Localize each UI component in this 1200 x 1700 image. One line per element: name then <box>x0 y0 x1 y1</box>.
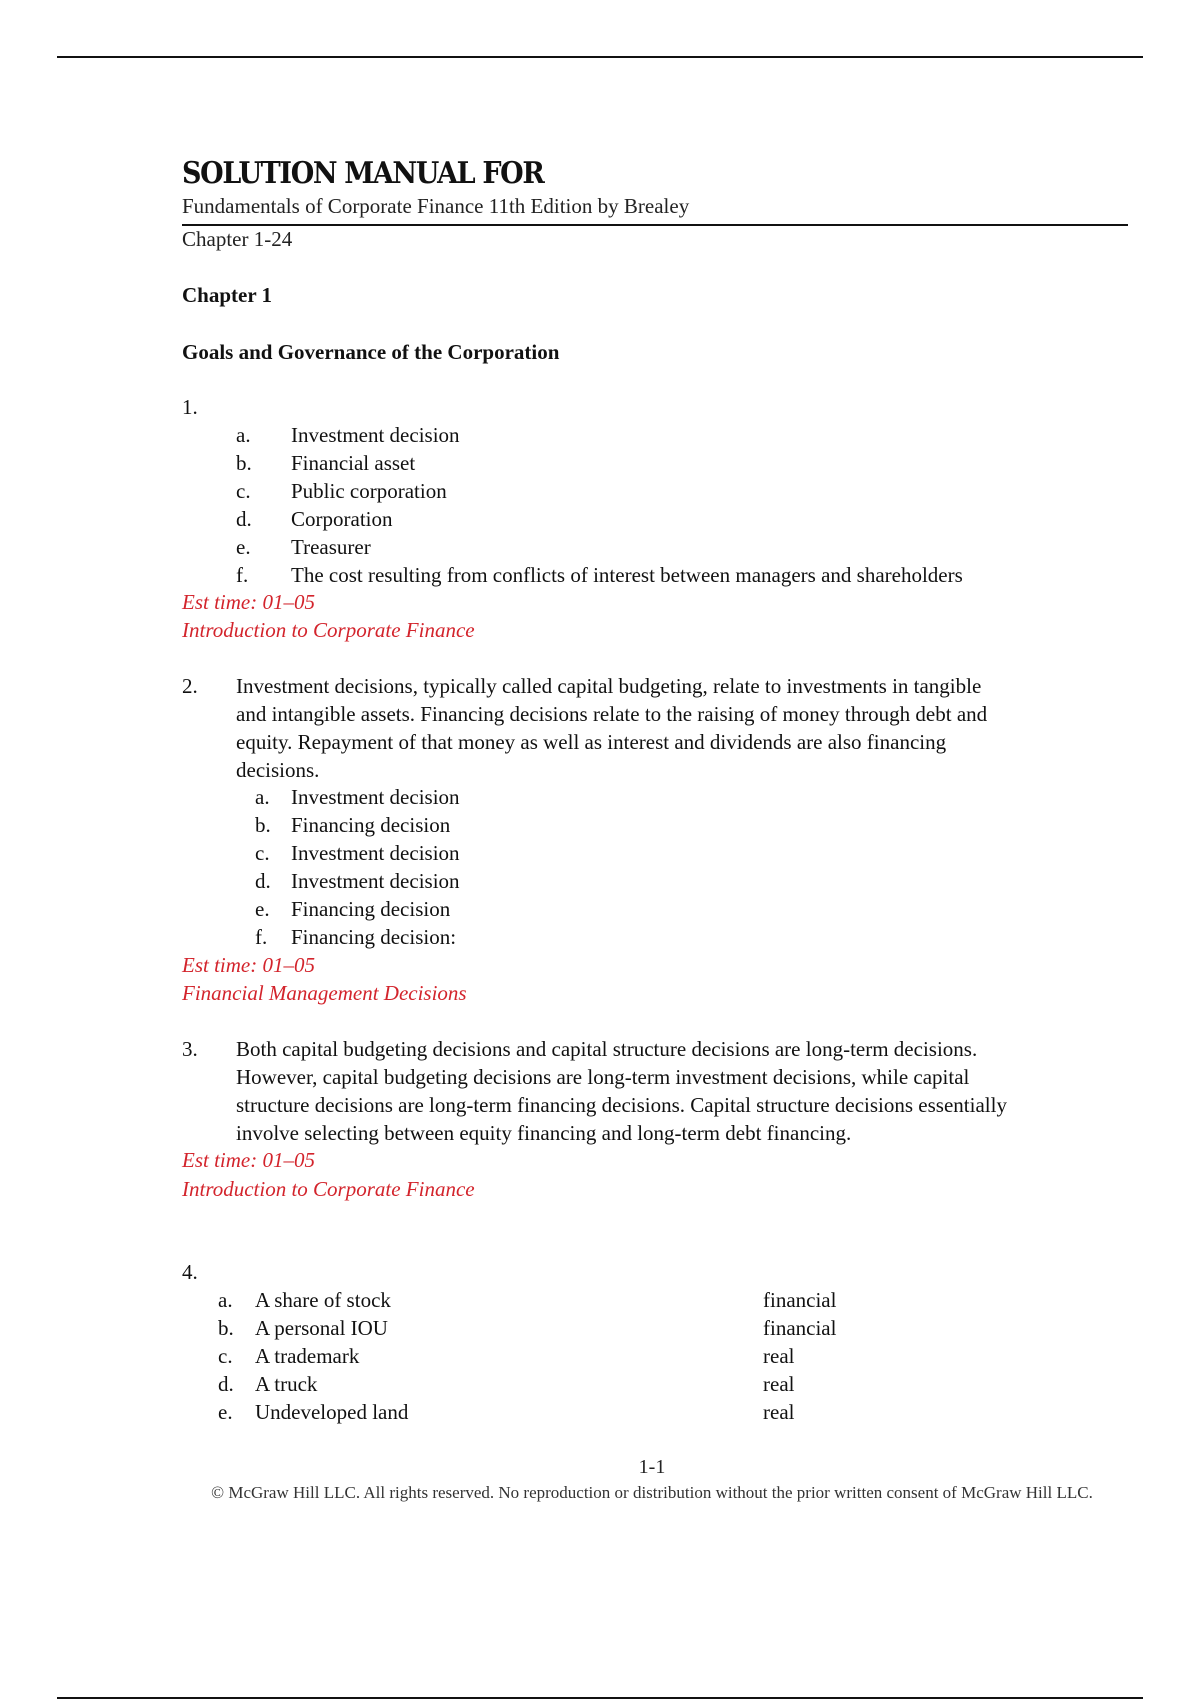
item-text: Investment decision <box>291 785 460 809</box>
topic-label: Introduction to Corporate Finance <box>182 618 475 642</box>
item-text: Financing decision <box>291 897 451 921</box>
item-text: Investment decision <box>291 423 460 447</box>
item-classification: real <box>763 1400 795 1424</box>
question-number: 3. <box>182 1037 198 1061</box>
question-number: 2. <box>182 674 198 698</box>
item-letter: a. <box>218 1288 233 1312</box>
item-text: Corporation <box>291 507 393 531</box>
paragraph-line: equity. Repayment of that money as well as interest and dividends are also financing <box>236 730 947 754</box>
item-classification: financial <box>763 1316 837 1340</box>
item-classification: real <box>763 1344 795 1368</box>
item-text: Financial asset <box>291 451 416 475</box>
item-text: Investment decision <box>291 841 460 865</box>
question-number: 1. <box>182 395 198 419</box>
item-letter: b. <box>255 813 271 837</box>
paragraph-line: decisions. <box>236 758 320 782</box>
item-letter: e. <box>218 1400 233 1424</box>
item-letter: a. <box>236 423 251 447</box>
est-time: Est time: 01–05 <box>182 1148 315 1172</box>
top-rule <box>57 56 1143 58</box>
subtitle-rule <box>182 224 1128 226</box>
book-subtitle: Fundamentals of Corporate Finance 11th Edition by Brealey <box>182 194 690 218</box>
est-time: Est time: 01–05 <box>182 953 315 977</box>
item-letter: f. <box>236 563 249 587</box>
document-title: SOLUTION MANUAL FOR <box>182 156 544 191</box>
item-text: A share of stock <box>255 1288 391 1312</box>
item-letter: d. <box>236 507 252 531</box>
item-text: A trademark <box>255 1344 360 1368</box>
est-time: Est time: 01–05 <box>182 590 315 614</box>
chapter-heading: Goals and Governance of the Corporation <box>182 340 560 364</box>
topic-label: Introduction to Corporate Finance <box>182 1177 475 1201</box>
page-number: 1-1 <box>638 1456 666 1478</box>
item-letter: a. <box>255 785 270 809</box>
item-letter: e. <box>255 897 270 921</box>
paragraph-line: Both capital budgeting decisions and capital structure decisions are long-term decisions. <box>236 1037 978 1061</box>
item-letter: d. <box>255 869 271 893</box>
bottom-rule <box>57 1697 1143 1699</box>
paragraph-line: However, capital budgeting decisions are long-term investment decisions, while capital <box>236 1065 970 1089</box>
item-text: A personal IOU <box>255 1316 388 1340</box>
item-letter: d. <box>218 1372 234 1396</box>
item-letter: c. <box>255 841 270 865</box>
item-text: Financing decision: <box>291 925 457 949</box>
item-letter: c. <box>218 1344 233 1368</box>
topic-label: Financial Management Decisions <box>182 981 467 1005</box>
item-letter: c. <box>236 479 251 503</box>
item-letter: b. <box>218 1316 234 1340</box>
item-text: Treasurer <box>291 535 371 559</box>
item-text: Financing decision <box>291 813 451 837</box>
item-text: Undeveloped land <box>255 1400 409 1424</box>
chapter-label: Chapter 1 <box>182 283 273 307</box>
paragraph-line: and intangible assets. Financing decisions relate to the raising of money through debt and <box>236 702 988 726</box>
paragraph-line: Investment decisions, typically called capital budgeting, relate to investments in tangible <box>236 674 982 698</box>
item-text: Public corporation <box>291 479 447 503</box>
question-number: 4. <box>182 1260 198 1284</box>
paragraph-line: structure decisions are long-term financing decisions. Capital structure decisions essentially <box>236 1093 1007 1117</box>
item-classification: financial <box>763 1288 837 1312</box>
item-letter: b. <box>236 451 252 475</box>
chapter-range: Chapter 1-24 <box>182 227 293 251</box>
item-letter: e. <box>236 535 251 559</box>
item-classification: real <box>763 1372 795 1396</box>
copyright-notice: © McGraw Hill LLC. All rights reserved. No reproduction or distribution without the prior written consent of McGraw Hill LLC. <box>211 1483 1093 1502</box>
item-text: A truck <box>255 1372 318 1396</box>
item-text: Investment decision <box>291 869 460 893</box>
paragraph-line: involve selecting between equity financing and long-term debt financing. <box>236 1121 852 1145</box>
item-text: The cost resulting from conflicts of interest between managers and shareholders <box>291 563 963 587</box>
item-letter: f. <box>255 925 268 949</box>
